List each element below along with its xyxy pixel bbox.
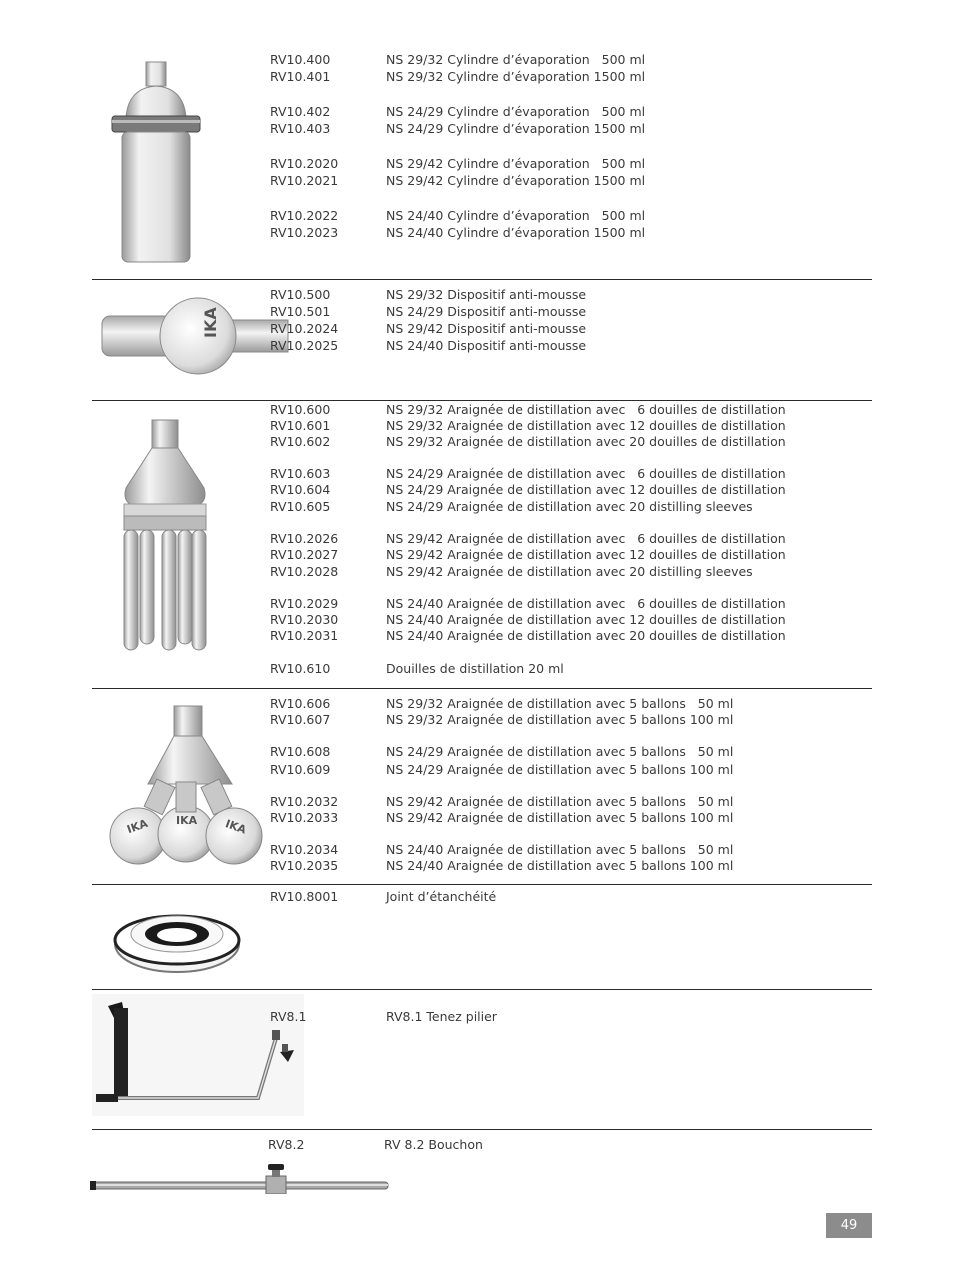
item-code: RV10.609 [270, 762, 331, 777]
item-code: RV10.402 [270, 104, 331, 119]
item-description: NS 29/42 Araignée de distillation avec 5 ballons 100 ml [386, 810, 734, 825]
item-code: RV10.501 [270, 304, 331, 319]
item-description: NS 24/29 Araignée de distillation avec 5 ballons 100 ml [386, 762, 734, 777]
item-description: Joint d’étanchéité [386, 889, 497, 904]
item-code: RV10.601 [270, 418, 331, 433]
item-code: RV10.2029 [270, 596, 339, 611]
item-description: NS 29/32 Cylindre d’évaporation 1500 ml [386, 69, 646, 84]
item-description: Douilles de distillation 20 ml [386, 661, 564, 676]
item-code: RV10.2030 [270, 612, 339, 627]
item-description: NS 24/29 Araignée de distillation avec 20 distilling sleeves [386, 499, 753, 514]
item-code: RV10.2031 [270, 628, 339, 643]
item-code: RV10.2021 [270, 173, 339, 188]
item-description: NS 24/40 Araignée de distillation avec 5 ballons 50 ml [386, 842, 734, 857]
item-description: NS 24/40 Araignée de distillation avec 20 douilles de distillation [386, 628, 786, 643]
item-description: NS 29/32 Araignée de distillation avec 20 douilles de distillation [386, 434, 786, 449]
item-description: NS 24/29 Dispositif anti-mousse [386, 304, 587, 319]
ika-logo: IKA [125, 816, 150, 837]
item-code: RV10.2024 [270, 321, 339, 336]
item-code: RV10.2035 [270, 858, 339, 873]
item-code: RV10.2027 [270, 547, 339, 562]
distillation-spider-sleeves-image [118, 418, 212, 654]
item-description: NS 29/32 Araignée de distillation avec 12 douilles de distillation [386, 418, 786, 433]
item-code: RV8.2 [268, 1137, 305, 1152]
item-description: NS 29/42 Araignée de distillation avec 12 douilles de distillation [386, 547, 786, 562]
item-description: NS 24/29 Araignée de distillation avec 5 ballons 50 ml [386, 744, 734, 759]
item-description: NS 24/29 Araignée de distillation avec 6 douilles de distillation [386, 466, 786, 481]
item-code: RV10.8001 [270, 889, 339, 904]
page-number: 49 [826, 1213, 872, 1238]
section-divider [92, 688, 872, 689]
item-code: RV10.608 [270, 744, 331, 759]
item-description: NS 24/40 Dispositif anti-mousse [386, 338, 587, 353]
item-code: RV10.610 [270, 661, 331, 676]
distillation-spider-flasks-image [108, 704, 272, 868]
evaporation-cylinder-image [108, 58, 204, 268]
item-description: NS 29/32 Dispositif anti-mousse [386, 287, 587, 302]
item-code: RV10.607 [270, 712, 331, 727]
item-code: RV8.1 [270, 1009, 307, 1024]
item-code: RV10.602 [270, 434, 331, 449]
item-description: NS 29/42 Araignée de distillation avec 20 distilling sleeves [386, 564, 753, 579]
item-description: RV 8.2 Bouchon [384, 1137, 483, 1152]
ika-logo: IKA [223, 817, 248, 837]
section-divider [92, 279, 872, 280]
item-description: NS 29/42 Araignée de distillation avec 6 douilles de distillation [386, 531, 786, 546]
item-description: NS 29/42 Cylindre d’évaporation 1500 ml [386, 173, 646, 188]
item-description: NS 29/42 Cylindre d’évaporation 500 ml [386, 156, 646, 171]
stopper-rod-image [90, 1162, 390, 1194]
item-code: RV10.2034 [270, 842, 339, 857]
item-code: RV10.2026 [270, 531, 339, 546]
item-description: NS 29/32 Cylindre d’évaporation 500 ml [386, 52, 646, 67]
item-code: RV10.606 [270, 696, 331, 711]
ika-logo: IKA [176, 814, 198, 827]
item-description: NS 24/29 Araignée de distillation avec 12 douilles de distillation [386, 482, 786, 497]
item-code: RV10.2020 [270, 156, 339, 171]
item-code: RV10.2033 [270, 810, 339, 825]
section-divider [92, 989, 872, 990]
item-description: NS 24/29 Cylindre d’évaporation 500 ml [386, 104, 646, 119]
item-description: NS 24/40 Araignée de distillation avec 5 ballons 100 ml [386, 858, 734, 873]
item-code: RV10.401 [270, 69, 331, 84]
item-code: RV10.500 [270, 287, 331, 302]
section-divider [92, 884, 872, 885]
item-code: RV10.2032 [270, 794, 339, 809]
item-code: RV10.605 [270, 499, 331, 514]
ika-logo: IKA [201, 307, 220, 338]
anti-foam-device-image [96, 294, 296, 378]
item-description: NS 24/40 Cylindre d’évaporation 500 ml [386, 208, 646, 223]
item-code: RV10.603 [270, 466, 331, 481]
item-code: RV10.400 [270, 52, 331, 67]
item-code: RV10.2023 [270, 225, 339, 240]
item-description: NS 24/40 Araignée de distillation avec 12 douilles de distillation [386, 612, 786, 627]
item-code: RV10.2028 [270, 564, 339, 579]
item-description: NS 29/32 Araignée de distillation avec 6 douilles de distillation [386, 402, 786, 417]
item-description: NS 29/42 Dispositif anti-mousse [386, 321, 587, 336]
item-code: RV10.604 [270, 482, 331, 497]
item-description: RV8.1 Tenez pilier [386, 1009, 497, 1024]
item-description: NS 24/29 Cylindre d’évaporation 1500 ml [386, 121, 646, 136]
item-description: NS 24/40 Araignée de distillation avec 6 douilles de distillation [386, 596, 786, 611]
section-divider [92, 1129, 872, 1130]
seal-joint-image [112, 904, 242, 976]
item-description: NS 29/32 Araignée de distillation avec 5 ballons 50 ml [386, 696, 734, 711]
item-description: NS 29/42 Araignée de distillation avec 5 ballons 50 ml [386, 794, 734, 809]
item-description: NS 24/40 Cylindre d’évaporation 1500 ml [386, 225, 646, 240]
item-code: RV10.2025 [270, 338, 339, 353]
item-description: NS 29/32 Araignée de distillation avec 5 ballons 100 ml [386, 712, 734, 727]
item-code: RV10.403 [270, 121, 331, 136]
item-code: RV10.600 [270, 402, 331, 417]
item-code: RV10.2022 [270, 208, 339, 223]
